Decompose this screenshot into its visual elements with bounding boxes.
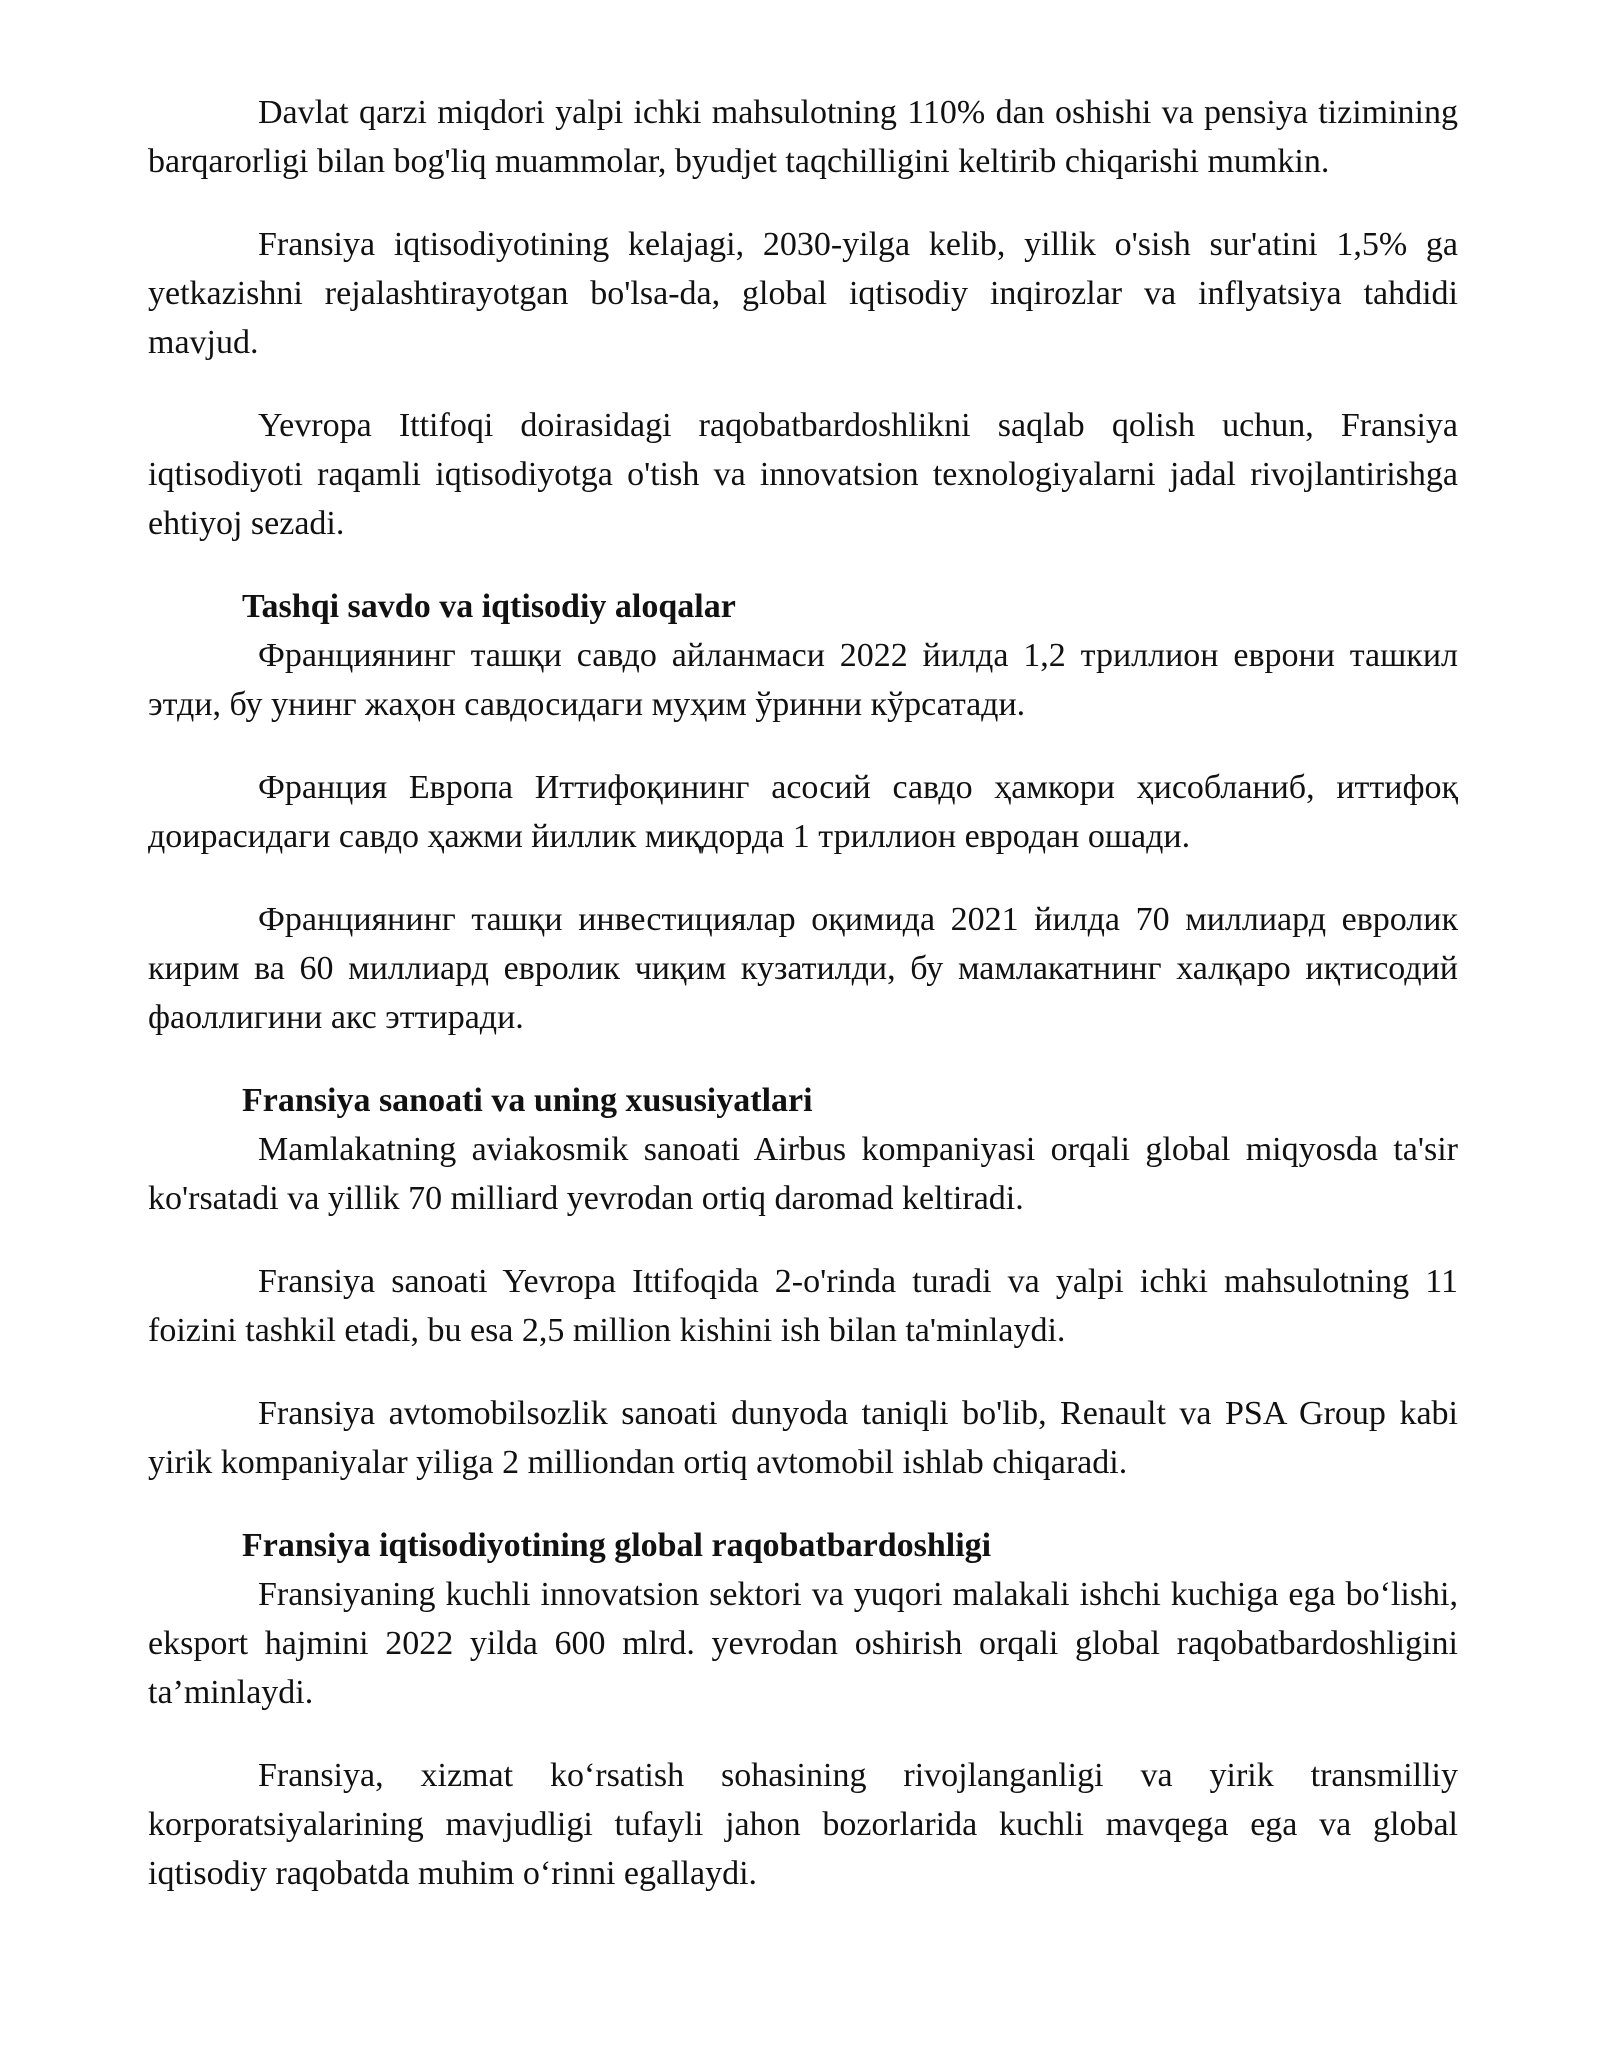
document-page xyxy=(148,88,1458,1898)
paragraph: Fransiya, xizmat ko‘rsatish sohasining rivojlanganligi va yirik transmilliy korporatsiyalarining mavjudligi tufayli jahon bozorlarida kuchli mavqega ega va global iqtisodiy raqobatda muhim o‘rinni egallaydi. xyxy=(148,1757,1458,1892)
paragraph: Davlat qarzi miqdori yalpi ichki mahsulotning 110% dan oshishi va pensiya tizimining barqarorligi bilan bog'liq muammolar, byudjet taqchilligini keltirib chiqarishi mumkin. xyxy=(148,94,1458,180)
section-heading: Fransiya iqtisodiyotining global raqobatbardoshligi xyxy=(242,1527,992,1564)
paragraph: Fransiya iqtisodiyotining kelajagi, 2030-yilga kelib, yillik o'sish sur'atini 1,5% ga yetkazishni rejalashtirayotgan bo'lsa-da, global iqtisodiy inqirozlar va inflyatsiya tahdidi mavjud. xyxy=(148,226,1458,361)
section-heading: Fransiya sanoati va uning xususiyatlari xyxy=(242,1082,813,1119)
paragraph: Франция Европа Иттифоқининг асосий савдо ҳамкори ҳисобланиб, иттифоқ доирасидаги савдо ҳажми йиллик миқдорда 1 триллион евродан ошади. xyxy=(148,769,1458,855)
section-heading: Tashqi savdo va iqtisodiy aloqalar xyxy=(242,588,736,625)
paragraph: Франциянинг ташқи савдо айланмаси 2022 йилда 1,2 триллион еврони ташкил этди, бу унинг жаҳон савдосидаги муҳим ўринни кўрсатади. xyxy=(148,637,1458,723)
paragraph: Fransiyaning kuchli innovatsion sektori va yuqori malakali ishchi kuchiga ega bo‘lishi, eksport hajmini 2022 yilda 600 mlrd. yevrodan oshirish orqali global raqobatbardoshligini ta’minlaydi. xyxy=(148,1576,1458,1711)
paragraph: Mamlakatning aviakosmik sanoati Airbus kompaniyasi orqali global miqyosda ta'sir ko'rsatadi va yillik 70 milliard yevrodan ortiq daromad keltiradi. xyxy=(148,1131,1458,1217)
paragraph: Yevropa Ittifoqi doirasidagi raqobatbardoshlikni saqlab qolish uchun, Fransiya iqtisodiyoti raqamli iqtisodiyotga o'tish va innovatsion texnologiyalarni jadal rivojlantirishga ehtiyoj sezadi. xyxy=(148,407,1458,542)
paragraph: Fransiya sanoati Yevropa Ittifoqida 2-o'rinda turadi va yalpi ichki mahsulotning 11 foizini tashkil etadi, bu esa 2,5 million kishini ish bilan ta'minlaydi. xyxy=(148,1263,1458,1349)
paragraph: Fransiya avtomobilsozlik sanoati dunyoda taniqli bo'lib, Renault va PSA Group kabi yirik kompaniyalar yiliga 2 milliondan ortiq avtomobil ishlab chiqaradi. xyxy=(148,1395,1458,1481)
paragraph: Франциянинг ташқи инвестициялар оқимида 2021 йилда 70 миллиард евролик кирим ва 60 миллиард евролик чиқим кузатилди, бу мамлакатнинг халқаро иқтисодий фаоллигини акс эттиради. xyxy=(148,901,1458,1036)
